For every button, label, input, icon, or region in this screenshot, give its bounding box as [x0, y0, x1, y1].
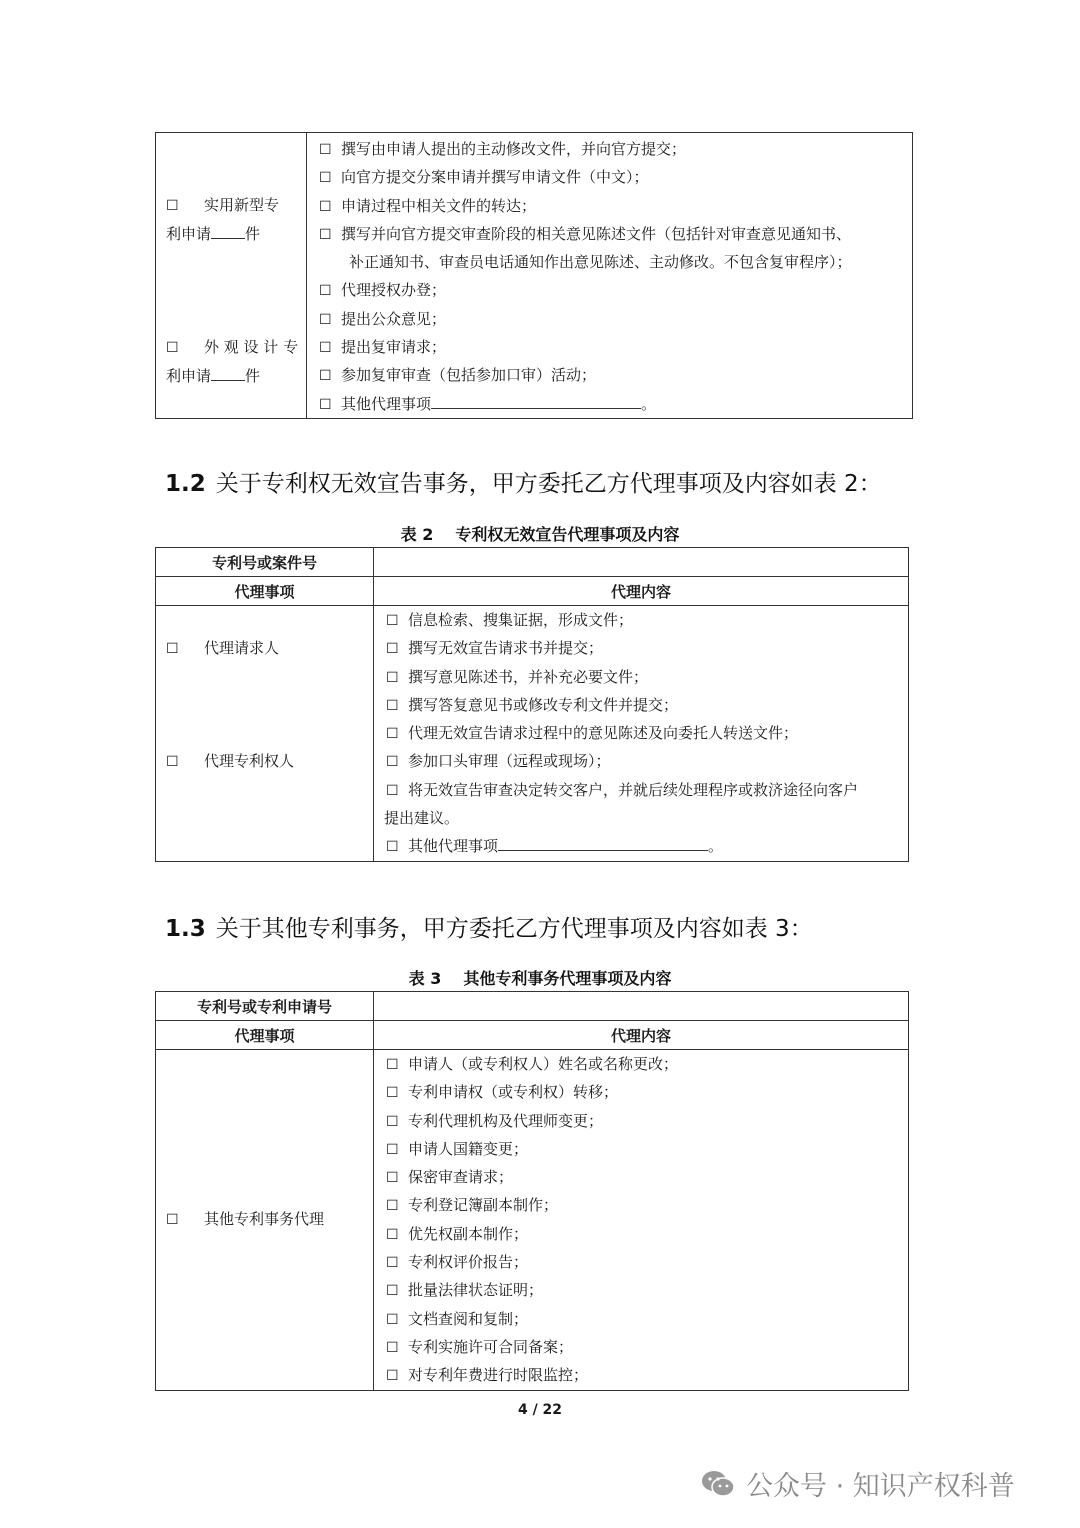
left-item-utility-model: ☐ 实用新型专 利申请 件 — [156, 191, 306, 248]
left-item-requester: ☐ 代理请求人 — [156, 634, 279, 663]
list-item: ☐ 优先权副本制作； — [374, 1220, 908, 1248]
table-3 — [155, 991, 909, 1391]
checkbox[interactable]: ☐ — [319, 170, 332, 187]
checkbox[interactable]: ☐ — [319, 396, 332, 413]
checkbox[interactable]: ☐ — [166, 754, 179, 770]
list-item: ☐ 撰写意见陈述书，并补充必要文件； — [374, 663, 908, 691]
list-item-continued: 补正通知书、审查员电话通知作出意见陈述、主动修改。不包含复审程序）； — [349, 253, 852, 272]
left-item-design: ☐ 外 观 设 计 专 利申请 件 — [156, 333, 306, 390]
list-item-other: ☐ 其他代理事项 。 — [374, 832, 908, 860]
list-item: ☐ 申请人（或专利权人）姓名或名称更改； — [374, 1050, 908, 1078]
left-item-patentee: ☐ 代理专利权人 — [156, 747, 294, 776]
other-items-blank[interactable] — [431, 394, 641, 409]
list-item: ☐ 提出复审请求； — [307, 333, 912, 361]
checkbox[interactable]: ☐ — [166, 340, 179, 356]
checkbox[interactable]: ☐ — [386, 1283, 399, 1300]
checkbox[interactable]: ☐ — [386, 697, 399, 714]
table2-caption: 表 2 专利权无效宣告代理事项及内容 — [400, 525, 680, 544]
col-header-content: 代理内容 — [374, 577, 909, 606]
list-item: ☐ 参加口头审理（远程或现场）； — [374, 747, 908, 775]
section-heading-1-3: 1.3 关于其他专利事务，甲方委托乙方代理事项及内容如表 3： — [165, 916, 813, 942]
count-blank[interactable] — [211, 366, 245, 381]
checkbox[interactable]: ☐ — [386, 1198, 399, 1215]
list-item: ☐ 撰写无效宣告请求书并提交； — [374, 634, 908, 662]
table2-items-cell — [374, 606, 909, 862]
checkbox[interactable]: ☐ — [319, 340, 332, 357]
list-item: ☐ 将无效宣告审查决定转交客户，并就后续处理程序或救济途径向客户 — [374, 776, 908, 804]
list-item: ☐ 专利权评价报告； — [374, 1248, 908, 1276]
checkbox[interactable]: ☐ — [386, 1113, 399, 1130]
watermark — [700, 1464, 1015, 1503]
table1-left-cell — [156, 133, 307, 419]
list-item: ☐ 申请人国籍变更； — [374, 1135, 908, 1163]
table3-left-cell — [156, 1050, 374, 1391]
list-item: ☐ 专利登记簿副本制作； — [374, 1191, 908, 1219]
table1-items-cell — [307, 133, 913, 419]
list-item: ☐ 向官方提交分案申请并撰写申请文件（中文）； — [307, 163, 912, 191]
list-item-continued: 提出建议。 — [384, 809, 460, 828]
checkbox[interactable]: ☐ — [386, 1057, 399, 1073]
checkbox[interactable]: ☐ — [319, 368, 332, 385]
list-item: ☐ 专利实施许可合同备案； — [374, 1333, 908, 1361]
col-header-matters: 代理事项 — [156, 1021, 374, 1050]
checkbox[interactable]: ☐ — [319, 198, 332, 215]
checkbox[interactable]: ☐ — [166, 198, 179, 214]
checkbox[interactable]: ☐ — [386, 1141, 399, 1158]
checkbox[interactable]: ☐ — [166, 1212, 179, 1229]
wechat-icon — [700, 1469, 736, 1499]
col-header-matters: 代理事项 — [156, 577, 374, 606]
list-item: ☐ 保密审查请求； — [374, 1163, 908, 1191]
list-item: ☐ 代理无效宣告请求过程中的意见陈述及向委托人转送文件； — [374, 719, 908, 747]
list-item: ☐ 信息检索、搜集证据，形成文件； — [374, 606, 908, 634]
checkbox[interactable]: ☐ — [386, 726, 399, 743]
list-item: ☐ 撰写答复意见书或修改专利文件并提交； — [374, 691, 908, 719]
list-item: ☐ 申请过程中相关文件的转达； — [307, 192, 912, 220]
checkbox[interactable]: ☐ — [166, 641, 179, 657]
list-item: ☐ 文档查阅和复制； — [374, 1305, 908, 1333]
checkbox[interactable]: ☐ — [386, 641, 399, 658]
page-number: 4 / 22 — [517, 1402, 563, 1418]
checkbox[interactable]: ☐ — [386, 1170, 399, 1187]
other-items-blank[interactable] — [498, 836, 708, 851]
patent-application-number-field[interactable] — [374, 992, 909, 1021]
checkbox[interactable]: ☐ — [386, 782, 399, 799]
checkbox[interactable]: ☐ — [386, 669, 399, 686]
checkbox[interactable]: ☐ — [319, 311, 332, 328]
checkbox[interactable]: ☐ — [386, 754, 399, 771]
section-heading-1-2: 1.2 关于专利权无效宣告事务，甲方委托乙方代理事项及内容如表 2： — [165, 471, 882, 497]
list-item: ☐ 代理授权办登； — [307, 276, 912, 304]
left-item-other-patent-affairs: ☐ 其他专利事务代理 — [156, 1205, 373, 1234]
patent-number-field[interactable] — [374, 548, 909, 577]
list-item: ☐ 批量法律状态证明； — [374, 1276, 908, 1304]
checkbox[interactable]: ☐ — [386, 1339, 399, 1356]
list-item: ☐ 对专利年费进行时限监控； — [374, 1361, 908, 1389]
list-item: ☐ 专利申请权（或专利权）转移； — [374, 1078, 908, 1106]
checkbox[interactable]: ☐ — [386, 1255, 399, 1272]
patent-number-label: 专利号或案件号 — [156, 548, 374, 577]
checkbox[interactable]: ☐ — [386, 1226, 399, 1243]
list-item: ☐ 专利代理机构及代理师变更； — [374, 1107, 908, 1135]
list-item: ☐ 撰写并向官方提交审查阶段的相关意见陈述文件（包括针对审查意见通知书、 — [307, 220, 912, 248]
table-1-continued — [155, 132, 913, 419]
checkbox[interactable]: ☐ — [319, 142, 332, 158]
table3-caption: 表 3 其他专利事务代理事项及内容 — [408, 969, 672, 988]
list-item: ☐ 参加复审审查（包括参加口审）活动； — [307, 361, 912, 389]
checkbox[interactable]: ☐ — [386, 1311, 399, 1328]
watermark-text: 公众号 · 知识产权科普 — [746, 1471, 1015, 1502]
table3-items-cell — [374, 1050, 909, 1391]
table-2 — [155, 547, 909, 862]
checkbox[interactable]: ☐ — [319, 226, 332, 243]
list-item: ☐ 撰写由申请人提出的主动修改文件，并向官方提交； — [307, 135, 912, 163]
checkbox[interactable]: ☐ — [386, 1085, 399, 1102]
list-item-other: ☐ 其他代理事项 。 — [307, 390, 912, 418]
checkbox[interactable]: ☐ — [386, 839, 399, 856]
checkbox[interactable]: ☐ — [319, 283, 332, 300]
col-header-content: 代理内容 — [374, 1021, 909, 1050]
checkbox[interactable]: ☐ — [386, 1368, 399, 1385]
table2-left-cell — [156, 606, 374, 862]
checkbox[interactable]: ☐ — [386, 613, 399, 629]
patent-application-number-label: 专利号或专利申请号 — [156, 992, 374, 1021]
list-item: ☐ 提出公众意见； — [307, 305, 912, 333]
count-blank[interactable] — [211, 224, 245, 239]
